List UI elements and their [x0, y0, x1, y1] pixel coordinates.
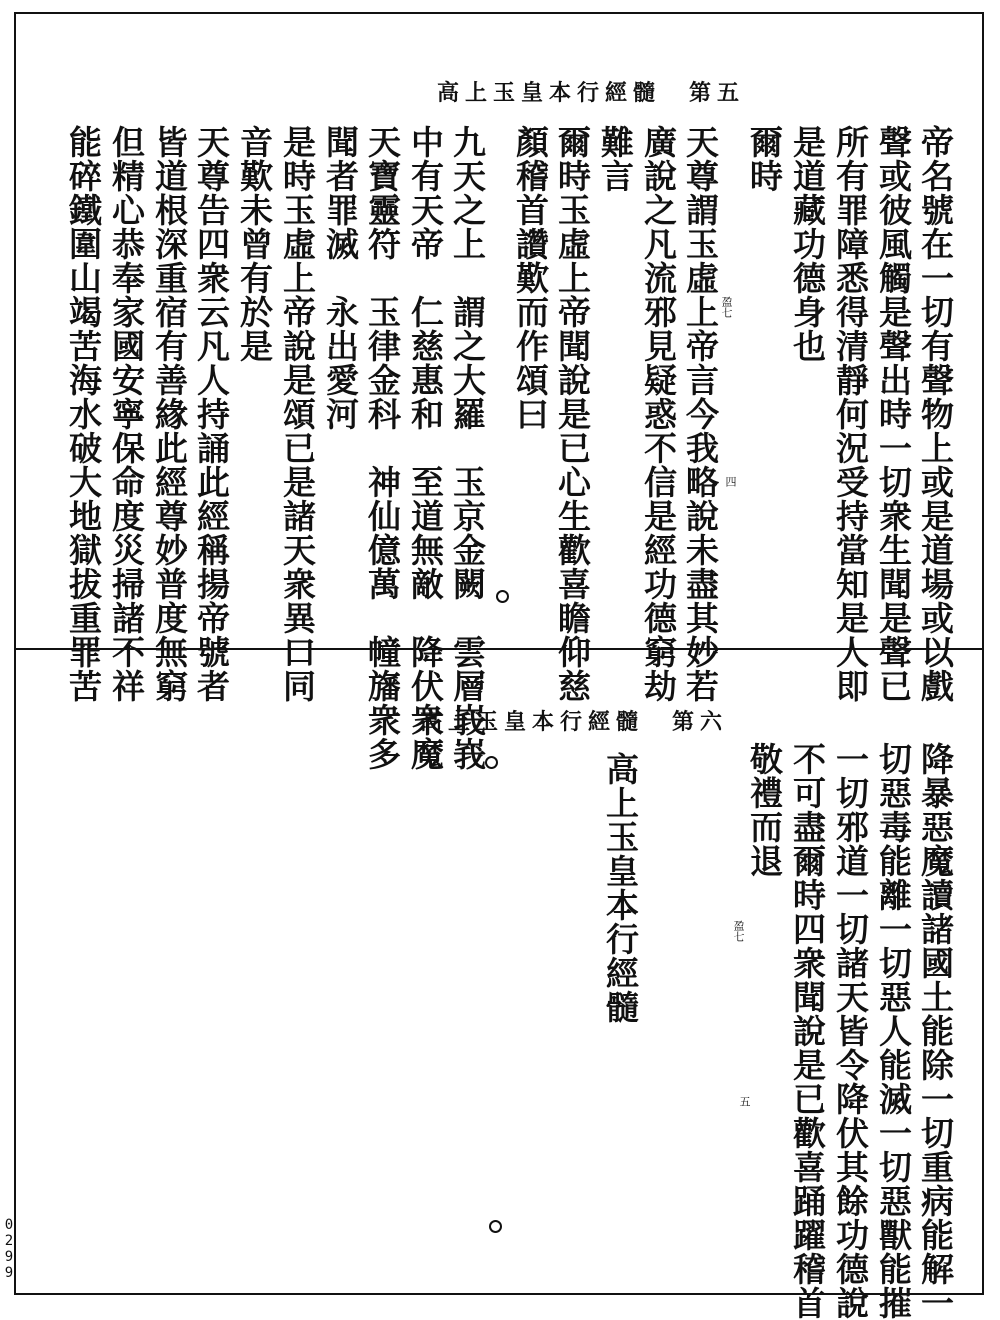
- text-column: 天寶靈符 玉律金科 神仙億萬 幢旛衆多: [363, 125, 402, 771]
- sutra-title-column: 高上玉皇本行經髓: [601, 752, 640, 1024]
- top-panel-header: 高上玉皇本行經髓 第五: [437, 80, 746, 106]
- circle-mark: [496, 590, 509, 603]
- circle-mark: [489, 1220, 502, 1233]
- text-column: 爾時玉虛上帝聞說是已心生歡喜瞻仰慈: [553, 125, 592, 703]
- margin-note: 盈七: [732, 920, 745, 942]
- text-column: 一切邪道一切諸天皆令降伏其餘功德說: [831, 742, 870, 1320]
- text-column: 顏稽首讚歎而作頌曰: [511, 125, 550, 431]
- text-column: 爾時: [745, 125, 784, 193]
- text-column: 聞者罪滅 永出愛河: [321, 125, 360, 431]
- text-column: 九天之上 謂之大羅 玉京金闕 雲層峩峩: [448, 125, 487, 771]
- text-column: 但精心恭奉家國安寧保命度災掃諸不祥: [107, 125, 146, 703]
- circle-mark: [485, 756, 498, 769]
- text-column: 所有罪障悉得清靜何況受持當知是人即: [831, 125, 870, 703]
- text-column: 天尊告四衆云凡人持誦此經稱揚帝號者: [192, 125, 231, 703]
- text-column: 中有天帝 仁慈惠和 至道無敵 降伏衆魔: [406, 125, 445, 771]
- margin-note: 五: [738, 1096, 751, 1107]
- text-column: 聲或彼風觸是聲出時一切衆生聞是聲已: [874, 125, 913, 703]
- text-column: 降暴惡魔讀諸國土能除一切重病能解一: [916, 742, 955, 1320]
- text-column: 能碎鐵圍山竭苦海水破大地獄拔重罪苦: [64, 125, 103, 703]
- text-column: 皆道根深重宿有善緣此經尊妙普度無窮: [150, 125, 189, 703]
- text-column: 是時玉虛上帝說是頌已是諸天衆異口同: [278, 125, 317, 703]
- margin-note: 盈七: [720, 296, 733, 318]
- text-column: 天尊謂玉虛上帝言今我略說未盡其妙若: [681, 125, 720, 703]
- text-column: 敬禮而退: [745, 742, 784, 878]
- text-column: 不可盡爾時四衆聞說是已歡喜踊躍稽首: [788, 742, 827, 1320]
- margin-note: 四: [724, 476, 737, 487]
- text-column: 帝名號在一切有聲物上或是道場或以戲: [916, 125, 955, 703]
- page-code: 0299: [1, 1217, 17, 1281]
- text-column: 切惡毒能離一切惡人能滅一切惡獸能摧: [874, 742, 913, 1320]
- bottom-panel-header: 高上玉皇本行經髓 第六: [420, 709, 729, 735]
- text-column: 難言: [596, 125, 635, 193]
- text-column: 是道藏功德身也: [788, 125, 827, 363]
- text-column: 音歎未曾有於是: [235, 125, 274, 363]
- text-column: 廣說之凡流邪見疑惑不信是經功德窮劫: [639, 125, 678, 703]
